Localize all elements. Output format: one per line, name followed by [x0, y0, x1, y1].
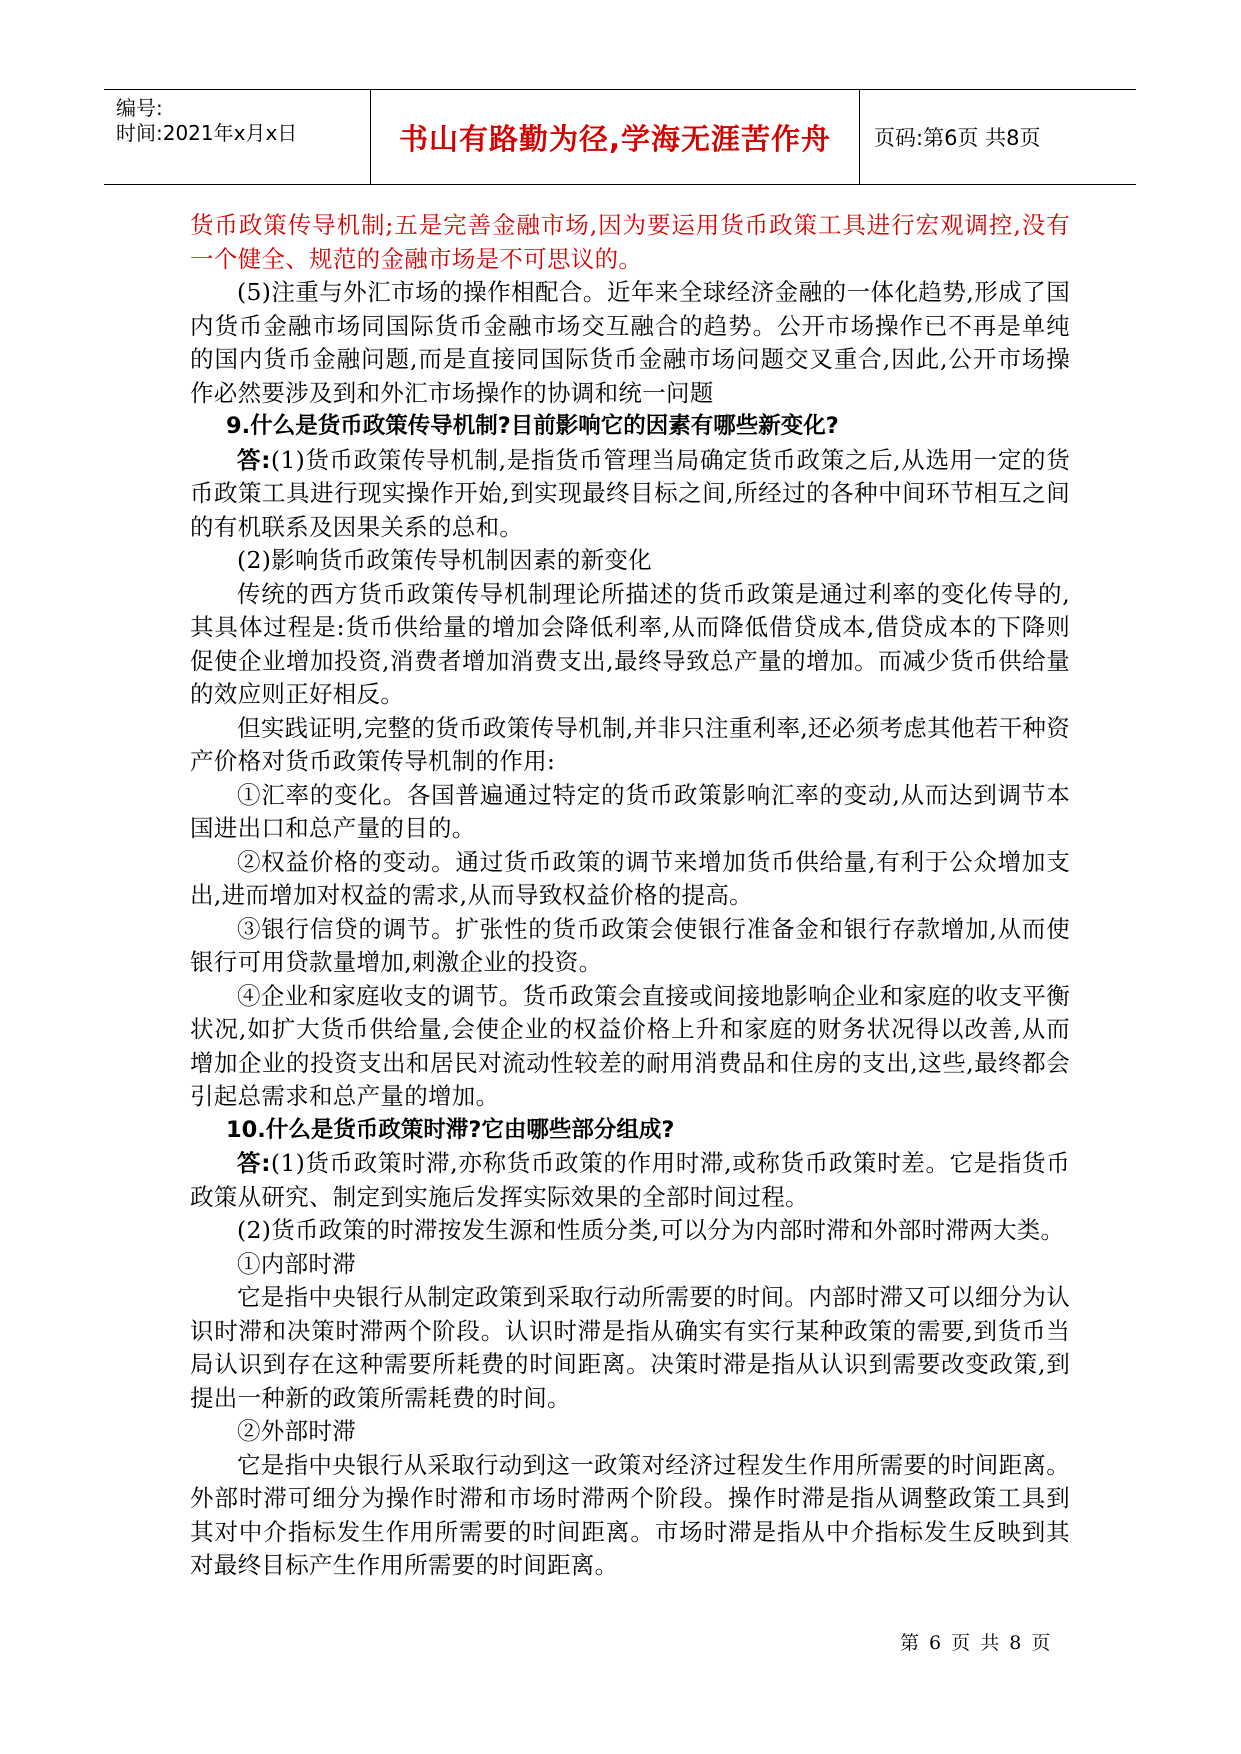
page-header — [104, 89, 1136, 185]
question-9-heading: 9.什么是货币政策传导机制?目前影响它的因素有哪些新变化? — [226, 413, 839, 439]
paragraph-forex-coordination: (5)注重与外汇市场的操作相配合。近年来全球经济金融的一体化趋势,形成了国内货币金融市场同国际货币金融市场交互融合的趋势。公开市场操作已不再是单纯的国内货币金融问题,而是直接同国际货币金融市场问题交叉重合,因此,公开市场操作必然要涉及到和外汇市场操作的协调和统一问题 — [190, 278, 1070, 407]
answer-10-text-1: (1)货币政策时滞,亦称货币政策的作用时滞,或称货币政策时差。它是指货币政策从研究、制定到实施后发挥实际效果的全部时间过程。 — [190, 1149, 1071, 1211]
answer-9-paragraph-4: 但实践证明,完整的货币政策传导机制,并非只注重利率,还必须考虑其他若干种资产价格对货币政策传导机制的作用: — [190, 713, 1070, 775]
answer-10-paragraph-6: 它是指中央银行从采取行动到这一政策对经济过程发生作用所需要的时间距离。外部时滞可细分为操作时滞和市场时滞两个阶段。操作时滞是指从调整政策工具到其对中介指标发生作用所需要的时间距离。市场时滞是指从中介指标发生反映到其对最终目标产生作用所需要的时间距离。 — [190, 1450, 1070, 1579]
answer-10-paragraph-5: ②外部时滞 — [237, 1417, 356, 1445]
header-page-number: 页码:第6页 共8页 — [874, 126, 1041, 150]
document-body — [190, 209, 1070, 1583]
answer-9-paragraph-7: ③银行信贷的调节。扩张性的货币政策会使银行准备金和银行存款增加,从而使银行可用贷款量增加,刺激企业的投资。 — [190, 914, 1070, 976]
answer-9-paragraph-1 — [190, 444, 1070, 545]
answer-9-lead: 答: — [237, 445, 271, 474]
header-motto-cell — [370, 90, 860, 184]
answer-9-paragraph-3: 传统的西方货币政策传导机制理论所描述的货币政策是通过利率的变化传导的,其具体过程是:货币供给量的增加会降低利率,从而降低借贷成本,借贷成本的下降则促使企业增加投资,消费者增加消费支出,最终导致总产量的增加。而减少货币供给量的效应则正好相反。 — [190, 579, 1070, 708]
paragraph-red-continuation: 货币政策传导机制;五是完善金融市场,因为要运用货币政策工具进行宏观调控,没有一个健全、规范的金融市场是不可思议的。 — [190, 211, 1070, 273]
header-meta — [116, 90, 371, 184]
document-number-label: 编号: — [116, 96, 163, 120]
answer-10-paragraph-1 — [190, 1147, 1070, 1214]
page-footer: 第 6 页 共 8 页 — [900, 1632, 1053, 1654]
answer-10-lead: 答: — [237, 1149, 271, 1177]
header-page-cell — [858, 90, 1136, 184]
answer-10-paragraph-4: 它是指中央银行从制定政策到采取行动所需要的时间。内部时滞又可以细分为认识时滞和决策时滞两个阶段。认识时滞是指从确实有实行某种政策的需要,到货币当局认识到存在这种需要所耗费的时间距离。决策时滞是指从认识到需要改变政策,到提出一种新的政策所需耗费的时间。 — [190, 1283, 1070, 1412]
answer-9-text-1: (1)货币政策传导机制,是指货币管理当局确定货币政策之后,从选用一定的货币政策工具进行现实操作开始,到实现最终目标之间,所经过的各种中间环节相互之间的有机联系及因果关系的总和。 — [190, 445, 1071, 541]
answer-10-paragraph-2: (2)货币政策的时滞按发生源和性质分类,可以分为内部时滞和外部时滞两大类。 — [237, 1216, 1065, 1244]
answer-10-paragraph-3: ①内部时滞 — [237, 1249, 356, 1278]
answer-9-paragraph-5: ①汇率的变化。各国普遍通过特定的货币政策影响汇率的变动,从而达到调节本国进出口和总产量的目的。 — [190, 780, 1070, 842]
answer-9-paragraph-6: ②权益价格的变动。通过货币政策的调节来增加货币供给量,有利于公众增加支出,进而增加对权益的需求,从而导致权益价格的提高。 — [190, 847, 1070, 909]
answer-9-paragraph-2: (2)影响货币政策传导机制因素的新变化 — [237, 546, 652, 574]
question-10-heading: 10.什么是货币政策时滞?它由哪些部分组成? — [226, 1116, 675, 1143]
header-motto: 书山有路勤为径,学海无涯苦作舟 — [398, 121, 832, 156]
answer-9-paragraph-8: ④企业和家庭收支的调节。货币政策会直接或间接地影响企业和家庭的收支平衡状况,如扩大货币供给量,会使企业的权益价格上升和家庭的财务状况得以改善,从而增加企业的投资支出和居民对流动性较差的耐用消费品和住房的支出,这些,最终都会引起总需求和总产量的增加。 — [190, 981, 1070, 1110]
document-time-label: 时间:2021年x月x日 — [116, 121, 298, 145]
